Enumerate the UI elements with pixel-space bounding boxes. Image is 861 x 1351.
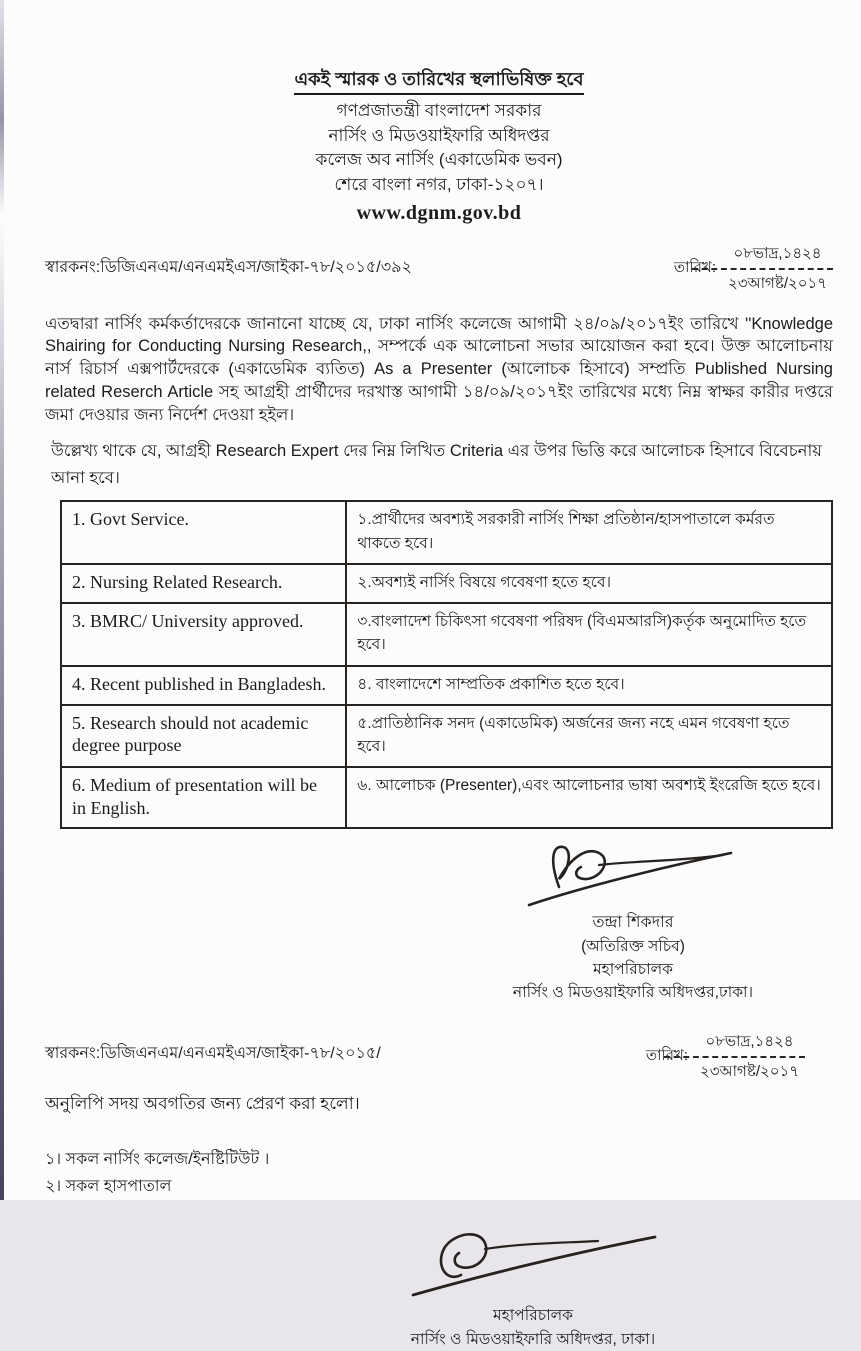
date-label-2: তারিখ: (645, 1047, 688, 1065)
website-url: www.dgnm.gov.bd (356, 201, 522, 224)
criterion-en: 3. BMRC/ University approved. (61, 603, 346, 666)
memo-number-2: স্বারকনং:ডিজিএনএম/এনএমইএস/জাইকা-৭৮/২০১৫/ (45, 1045, 381, 1063)
signature-block-1 (473, 839, 793, 1004)
signature-scribble-2 (383, 1219, 683, 1307)
criterion-bn: ৫.প্রাতিষ্ঠানিক সনদ (একাডেমিক) অর্জনের জন্য নহে এমন গবেষণা হতে হবে। (346, 705, 832, 768)
table-row (61, 705, 832, 768)
criteria-intro-line: উল্লেখ্য থাকে যে, আগ্রহী Research Expert দের নিম্ন লিখিত Criteria এর উপর ভিত্তি করে আলোচক হিসাবে বিবেচনায় আনা হবে। (51, 442, 822, 488)
signature-block-2 (353, 1219, 713, 1351)
government-name: গণপ্রজাতন্ত্রী বাংলাদেশ সরকার (336, 101, 542, 121)
signature-scribble-1 (523, 839, 753, 917)
date-block-1 (674, 242, 833, 297)
criterion-en: 5. Research should not academic degree purpose (61, 705, 346, 768)
date-block-2 (646, 1030, 805, 1085)
signatory-office: নার্সিং ও মিডওয়াইফারি অধিদপ্তর,ঢাকা। (512, 984, 754, 1002)
scanner-edge-artifact (0, 0, 4, 1200)
table-row (61, 767, 832, 828)
date-bangla-2: ০৮ভাদ্র,১৪২৪ (705, 1033, 794, 1051)
directorate-name: নার্সিং ও মিডওয়াইফারি অধিদপ্তর (328, 125, 550, 145)
signatory2-post: মহাপরিচালক (493, 1307, 573, 1325)
signatory-name: তন্দ্রা শিকদার (592, 913, 674, 931)
signatory2-office: নার্সিং ও মিডওয়াইফারি অধিদপ্তর, ঢাকা। (410, 1330, 656, 1348)
notice-body-paragraph: এতদ্বারা নার্সিং কর্মকর্তাদেরকে জানানো যাচ্ছে যে, ঢাকা নার্সিং কলেজে আগামী ২৪/০৯/২০১৭ইং তারিখে ''Knowledge Shairing for Conducting Nursing Research,, সম্পর্কে এক আলোচনা সভার আয়োজন করা হবে। উক্ত আলোচনায় নার্স রিচার্স এক্সপার্টদেরকে (একাডেমিক ব্যতিত) As a Presenter (আলোচক হিসাবে) সম্প্রতি Published Nursing related Reserch Article সহ আগ্রহী প্রার্থীদের দরখাস্ত আগামী ১৪/০৯/২০১৭ইং তারিখের মধ্যে নিম্ন স্বাক্ষর কারীর দপ্তরে জমা দেওয়ার জন্য নির্দেশ দেওয়া হইল। (45, 314, 833, 424)
cc-list (45, 1147, 833, 1201)
date-divider-line-1 (692, 268, 833, 270)
criterion-bn: ৪. বাংলাদেশে সাম্প্রতিক প্রকাশিত হতে হবে। (346, 666, 832, 705)
criterion-en: 2. Nursing Related Research. (61, 564, 346, 603)
college-name: কলেজ অব নার্সিং (একাডেমিক ভবন) (315, 150, 563, 170)
memo-number-1: স্বারকনং:ডিজিএনএম/এনএমইএস/জাইকা-৭৮/২০১৫/৩৯২ (45, 258, 412, 276)
letterhead (45, 0, 833, 228)
criterion-bn: ১.প্রার্থীদের অবশ্যই সরকারী নার্সিং শিক্ষা প্রতিষ্ঠান/হাসপাতালে কর্মরত থাকতে হবে। (346, 501, 832, 564)
criterion-en: 6. Medium of presentation will be in English. (61, 767, 346, 828)
signatory-post: মহাপরিচালক (593, 960, 673, 978)
table-row (61, 666, 832, 705)
criterion-bn: ৬. আলোচক (Presenter),এবং আলোচনার ভাষা অবশ্যই ইংরেজি হতে হবে। (346, 767, 832, 828)
date-divider-line-2 (664, 1056, 805, 1058)
memo-header-row-1 (45, 242, 833, 297)
date-label-1: তারিখ: (673, 258, 716, 276)
criteria-table (60, 500, 833, 829)
memo-header-row-2 (45, 1030, 833, 1085)
table-row (61, 564, 832, 603)
date-english-2: ২৩আগষ্ট/২০১৭ (700, 1063, 799, 1081)
replacement-note-line: একই স্মারক ও তারিখের স্থলাভিষিক্ত হবে (294, 66, 583, 95)
cc-item-nursing-colleges: ১। সকল নার্সিং কলেজ/ইনষ্টিটিউট । (45, 1151, 270, 1169)
cc-heading: অনুলিপি সদয় অবগতির জন্য প্রেরণ করা হলো। (45, 1094, 360, 1114)
date-bangla-1: ০৮ভাদ্র,১৪২৪ (733, 244, 822, 262)
criterion-bn: ৩.বাংলাদেশ চিকিৎসা গবেষণা পরিষদ (বিএমআরসি)কর্তৃক অনুমোদিত হতে হবে। (346, 603, 832, 666)
office-address: শেরে বাংলা নগর, ঢাকা-১২০৭। (334, 175, 544, 195)
table-row (61, 501, 832, 564)
criterion-bn: ২.অবশ্যই নার্সিং বিষয়ে গবেষণা হতে হবে। (346, 564, 832, 603)
cc-item-hospitals: ২। সকল হাসপাতাল (45, 1178, 172, 1196)
criterion-en: 1. Govt Service. (61, 501, 346, 564)
signatory-rank: (অতিরিক্ত সচিব) (581, 937, 685, 955)
table-row (61, 603, 832, 666)
date-english-1: ২৩আগষ্ট/২০১৭ (728, 274, 827, 292)
criterion-en: 4. Recent published in Bangladesh. (61, 666, 346, 705)
